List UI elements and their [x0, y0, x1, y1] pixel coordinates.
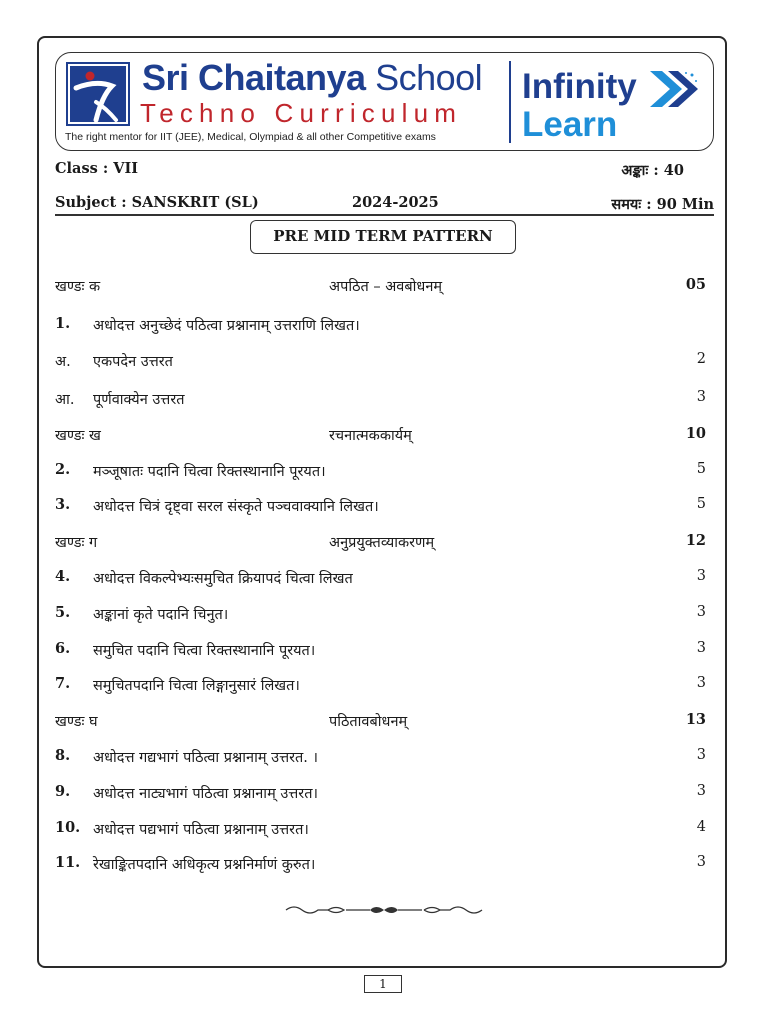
question-number: 10.: [55, 819, 81, 836]
partner-chevron-icon: [646, 69, 702, 113]
question-number: 1.: [55, 315, 71, 332]
section-label: खण्डः ख: [55, 428, 101, 444]
question-marks: 3: [696, 747, 706, 763]
question-marks: 3: [696, 854, 706, 870]
question-text: अधोदत्त अनुच्छेदं पठित्वा प्रश्नानाम् उत्तराणि लिखत।: [93, 318, 360, 334]
section-title: रचनात्मककार्यम्: [329, 428, 412, 444]
question-text: अधोदत्त चित्रं दृष्ट्वा सरल संस्कृते पञ्चवाक्यानि लिखत।: [93, 499, 379, 515]
question-number: 11.: [55, 854, 81, 871]
ornament-divider-icon: [284, 902, 484, 922]
question-marks: 5: [696, 461, 706, 477]
academic-year: 2024-2025: [352, 194, 439, 211]
question-number: 3.: [55, 496, 71, 513]
question-marks: 3: [696, 675, 706, 691]
total-marks: अङ्काः : 40: [621, 162, 684, 179]
question-text: रेखाङ्कितपदानि अधिकृत्य प्रश्ननिर्माणं कुरुत।: [93, 857, 316, 873]
section-label: खण्डः ग: [55, 535, 98, 551]
question-text: अङ्कानां कृते पदानि चिनुत।: [93, 607, 229, 623]
question-number: 2.: [55, 461, 71, 478]
banner-divider: [509, 61, 511, 143]
question-text: अधोदत्त विकल्पेभ्यःसमुचित क्रियापदं चित्वा लिखत: [93, 571, 353, 587]
question-number: 9.: [55, 783, 71, 800]
question-text: समुचित पदानि चित्वा रिक्तस्थानानि पूरयत।: [93, 643, 316, 659]
question-marks: 3: [696, 389, 706, 405]
school-name: Sri Chaitanya School: [142, 57, 483, 98]
question-marks: 5: [696, 496, 706, 512]
pattern-title: PRE MID TERM PATTERN: [250, 220, 516, 254]
partner-logo-line1: Infinity: [522, 67, 637, 106]
section-title: अपठित – अवबोधनम्: [329, 279, 443, 295]
section-marks: 05: [685, 276, 706, 293]
section-marks: 13: [685, 711, 706, 728]
question-number: 6.: [55, 640, 71, 657]
section-label: खण्डः घ: [55, 714, 98, 730]
section-label: खण्डः क: [55, 279, 101, 295]
question-number: 8.: [55, 747, 71, 764]
question-number: आ.: [55, 392, 75, 408]
time-label: समयः : 90 Min: [611, 196, 714, 213]
school-banner: [55, 52, 714, 151]
question-marks: 3: [696, 783, 706, 799]
question-marks: 4: [696, 819, 706, 835]
question-number: अ.: [55, 354, 71, 370]
class-label: Class : VII: [55, 160, 139, 177]
section-title: पठितावबोधनम्: [329, 714, 408, 730]
school-tagline: The right mentor for IIT (JEE), Medical, Olympiad & all other Competitive exams: [65, 131, 436, 143]
curriculum-title: Techno Curriculum: [140, 98, 463, 128]
question-marks: 3: [696, 568, 706, 584]
question-marks: 3: [696, 604, 706, 620]
partner-logo-line2: Learn: [522, 105, 618, 144]
subject-label: Subject : SANSKRIT (SL): [55, 194, 259, 211]
question-text: अधोदत्त गद्यभागं पठित्वा प्रश्नानाम् उत्तरत. ।: [93, 750, 318, 766]
question-marks: 3: [696, 640, 706, 656]
page-number: 1: [364, 975, 402, 993]
section-title: अनुप्रयुक्तव्याकरणम्: [329, 535, 435, 551]
question-number: 4.: [55, 568, 71, 585]
question-text: समुचितपदानि चित्वा लिङ्गानुसारं लिखत।: [93, 678, 300, 694]
subject-row: [55, 194, 714, 214]
school-logo-icon: [66, 62, 130, 126]
question-text: मञ्जूषातः पदानि चित्वा रिक्तस्थानानि पूरयत।: [93, 464, 326, 480]
header-rule: [55, 214, 714, 216]
class-row: [55, 160, 714, 180]
section-marks: 12: [685, 532, 706, 549]
question-marks: 2: [696, 351, 706, 367]
section-marks: 10: [685, 425, 706, 442]
question-text: अधोदत्त नाट्यभागं पठित्वा प्रश्नानाम् उत्तरत।: [93, 786, 319, 802]
question-number: 7.: [55, 675, 71, 692]
question-text: एकपदेन उत्तरत: [93, 354, 173, 370]
question-number: 5.: [55, 604, 71, 621]
question-text: पूर्णवाक्येन उत्तरत: [93, 392, 185, 408]
question-text: अधोदत्त पद्यभागं पठित्वा प्रश्नानाम् उत्तरत।: [93, 822, 309, 838]
